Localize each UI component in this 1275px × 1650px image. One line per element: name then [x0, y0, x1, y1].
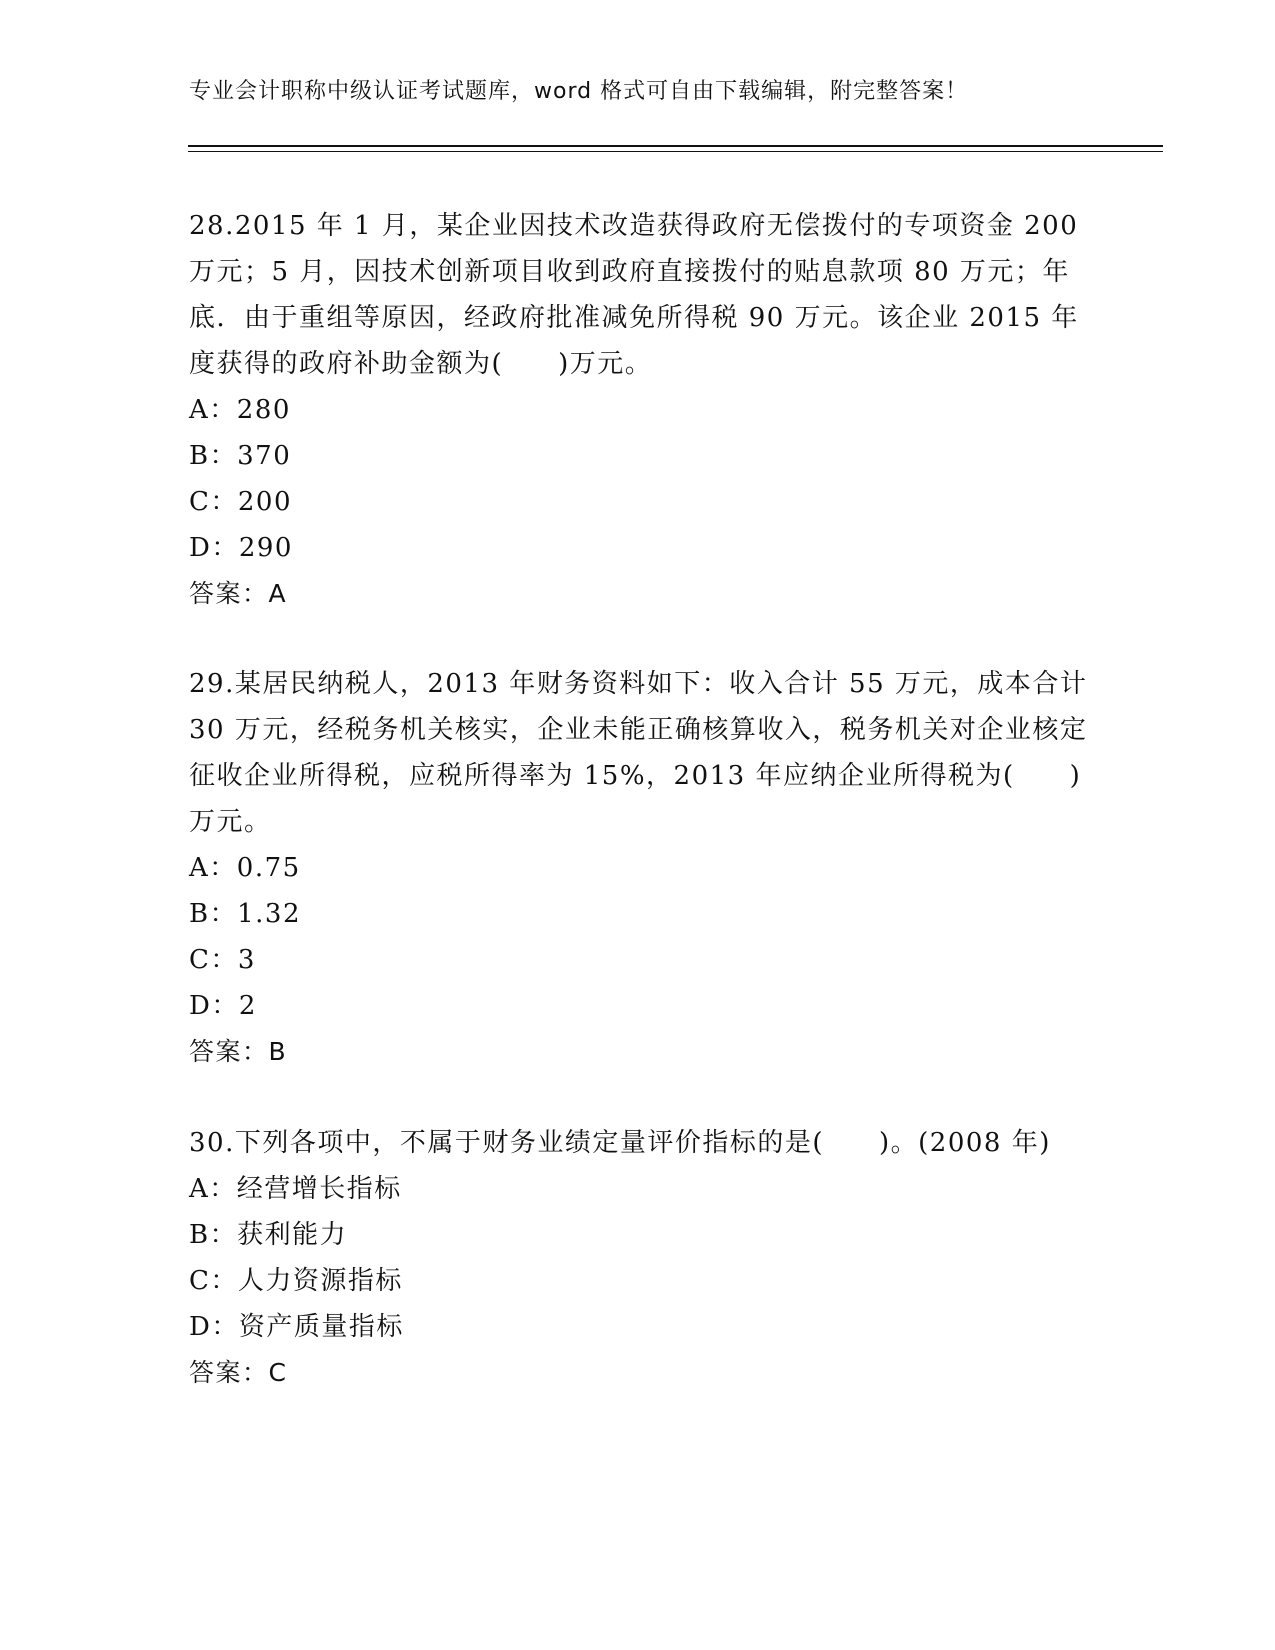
answer: 答案：A [189, 579, 288, 608]
option-b: B：获利能力 [189, 1220, 348, 1250]
question-30 [189, 1120, 1089, 1396]
question-text: 28.2015 年 1 月，某企业因技术改造获得政府无偿拨付的专项资金 200 万元；5 月，因技术创新项目收到政府直接拨付的贴息款项 80 万元；年底．由于重组等原因，经政府批准减免所得税 90 万元。该企业 2015 年度获得的政府补助金额为( )万元。 [189, 211, 1079, 379]
page-header: 专业会计职称中级认证考试题库，word 格式可自由下载编辑，附完整答案！ [189, 79, 969, 104]
question-text: 29.某居民纳税人，2013 年财务资料如下：收入合计 55 万元，成本合计 30 万元，经税务机关核实，企业未能正确核算收入，税务机关对企业核定征收企业所得税，应税所得率为 15%，2013 年应纳企业所得税为( )万元。 [189, 669, 1088, 837]
answer: 答案：C [189, 1358, 288, 1387]
header-divider [188, 145, 1163, 152]
option-d: D：资产质量指标 [189, 1312, 404, 1342]
option-c: C：200 [189, 487, 293, 517]
option-a: A：280 [189, 395, 291, 425]
option-d: D：290 [189, 533, 293, 563]
question-29 [189, 661, 1089, 1075]
option-b: B：370 [189, 441, 292, 471]
option-c: C：3 [189, 945, 256, 975]
option-a: A：经营增长指标 [189, 1174, 402, 1204]
answer: 答案：B [189, 1037, 288, 1066]
option-c: C：人力资源指标 [189, 1266, 403, 1296]
question-28 [189, 203, 1089, 617]
option-a: A：0.75 [189, 853, 301, 883]
question-text: 30.下列各项中，不属于财务业绩定量评价指标的是( )。(2008 年) [189, 1128, 1051, 1158]
option-d: D：2 [189, 991, 257, 1021]
option-b: B：1.32 [189, 899, 301, 929]
